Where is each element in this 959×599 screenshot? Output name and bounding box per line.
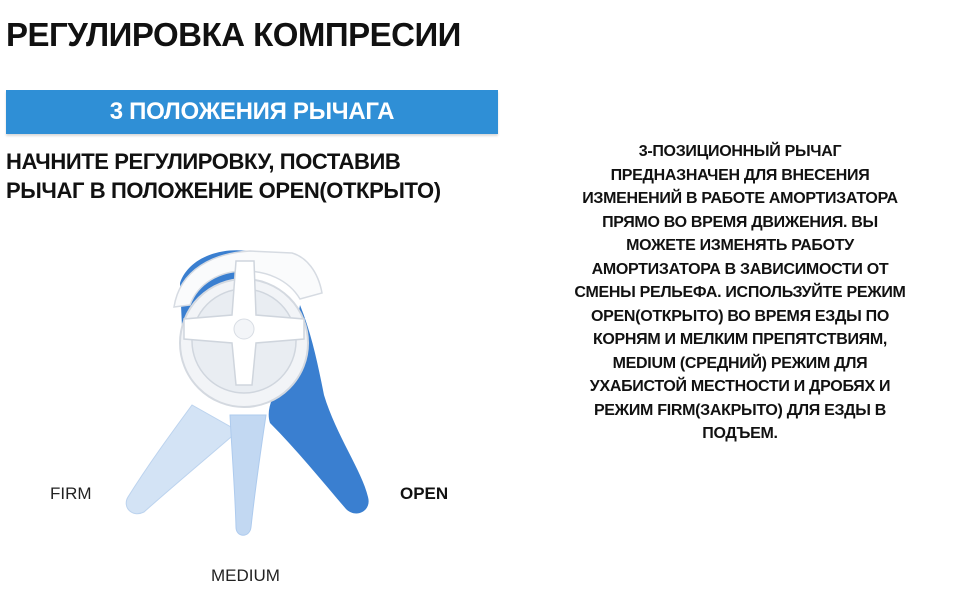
description-line: ИЗМЕНЕНИЙ В РАБОТЕ АМОРТИЗАТОРА xyxy=(582,190,898,207)
compression-lever-icon xyxy=(100,235,400,545)
description-line: СМЕНЫ РЕЛЬЕФА. ИСПОЛЬЗУЙТЕ РЕЖИМ xyxy=(574,284,906,301)
description-line: 3-ПОЗИЦИОННЫЙ РЫЧАГ xyxy=(638,143,842,160)
description-line: АМОРТИЗАТОРА В ЗАВИСИМОСТИ ОТ xyxy=(591,260,889,278)
description-line: УХАБИСТОЙ МЕСТНОСТИ И ДРОБЯХ И xyxy=(589,378,891,395)
firm-label: FIRM xyxy=(50,484,92,503)
open-label: OPEN xyxy=(400,484,449,503)
description-line: РЕЖИМ FIRM(ЗАКРЫТО) ДЛЯ ЕЗДЫ В xyxy=(593,401,887,419)
description-line: ПРЯМО ВО ВРЕМЯ ДВИЖЕНИЯ. ВЫ xyxy=(602,213,878,231)
description-line: КОРНЯМ И МЕЛКИМ ПРЕПЯТСТВИЯМ, xyxy=(592,331,888,348)
instruction-line-2: РЫЧАГ В ПОЛОЖЕНИЕ OPEN(ОТКРЫТО) xyxy=(6,178,441,203)
firm-lever-arm xyxy=(126,405,238,514)
description-line: MEDIUM (СРЕДНИЙ) РЕЖИМ ДЛЯ xyxy=(612,354,868,372)
instruction-line-1: НАЧНИТЕ РЕГУЛИРОВКУ, ПОСТАВИВ xyxy=(6,149,401,174)
page-title: РЕГУЛИРОВКА КОМПРЕСИИ xyxy=(6,16,461,53)
description-line: OPEN(ОТКРЫТО) ВО ВРЕМЯ ЕЗДЫ ПО xyxy=(591,307,889,325)
medium-lever-arm xyxy=(230,415,266,535)
description-line: ПОДЪЕМ. xyxy=(702,425,778,442)
instruction-text xyxy=(6,147,441,205)
description-line: МОЖЕТЕ ИЗМЕНЯТЬ РАБОТУ xyxy=(626,237,854,254)
section-banner xyxy=(6,90,498,134)
banner-text: 3 ПОЛОЖЕНИЯ РЫЧАГА xyxy=(109,98,395,125)
medium-label: MEDIUM xyxy=(211,566,280,585)
description-line: ПРЕДНАЗНАЧЕН ДЛЯ ВНЕСЕНИЯ xyxy=(610,166,870,184)
description-text xyxy=(530,140,950,446)
